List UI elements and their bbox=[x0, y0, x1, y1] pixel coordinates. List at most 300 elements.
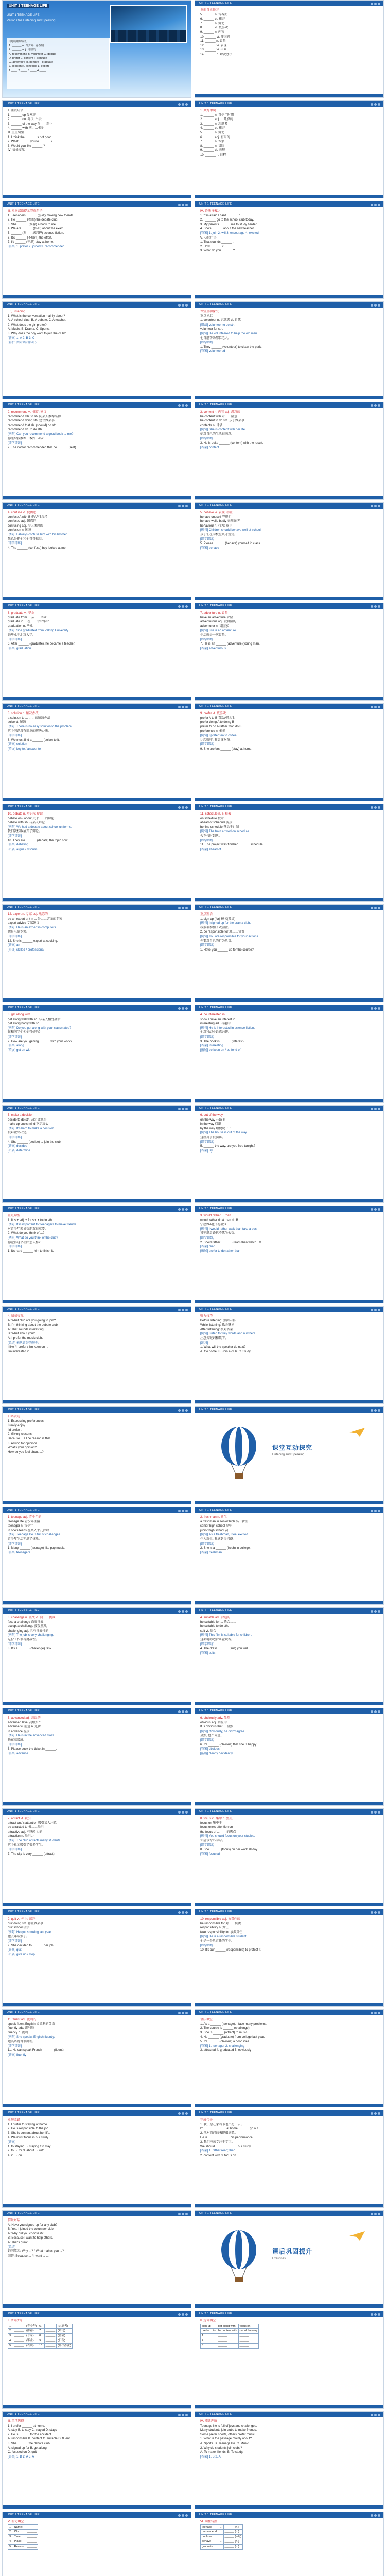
slide-thumbnail[interactable] bbox=[195, 2311, 384, 2409]
slide-line: [例句] She speaks English fluently. bbox=[8, 2036, 55, 2039]
slide-line: [例句] She is content with her life. bbox=[200, 428, 246, 432]
slide-line: 10. ______ vt. 使困惑 bbox=[200, 35, 230, 39]
slide-thumbnail[interactable] bbox=[2, 2512, 191, 2576]
slide-line: It is obvious that ... 显然…… bbox=[200, 1725, 239, 1729]
slide-header-bar bbox=[195, 1106, 383, 1111]
slide-heading: 语法填空 bbox=[200, 2018, 213, 2021]
dot-icon bbox=[374, 1007, 377, 1010]
header-dots bbox=[177, 1710, 188, 1716]
slide-line: ahead of schedule 提前 bbox=[200, 821, 233, 825]
slide-thumbnail[interactable] bbox=[2, 1105, 191, 1203]
table-row bbox=[201, 2333, 259, 2338]
slide-footer-bar bbox=[195, 496, 383, 499]
slide-footer-bar bbox=[3, 1400, 191, 1403]
slide-thumbnail[interactable] bbox=[2, 1607, 191, 1705]
slide-line: 3. Would you like ______ ? bbox=[8, 144, 45, 148]
slide-heading: 9. prefer vt. 更喜欢 bbox=[200, 712, 226, 715]
table-cell: ______ bbox=[217, 2343, 238, 2348]
slide-line: 4. ______ vt. 推荐 bbox=[200, 127, 225, 130]
slide-thumbnail[interactable] bbox=[195, 1005, 384, 1103]
slide-line: B: I'm thinking about the debate club. bbox=[8, 1324, 59, 1327]
slide-thumbnail[interactable] bbox=[195, 1708, 384, 1806]
dot-icon bbox=[374, 1610, 377, 1613]
slide-thumbnail[interactable] bbox=[195, 201, 384, 299]
slide-thumbnail[interactable] bbox=[195, 1808, 384, 1906]
unit-label: UNIT 1 TEENAGE LIFE bbox=[199, 1609, 232, 1612]
unit-label: UNIT 1 TEENAGE LIFE bbox=[7, 805, 40, 808]
slide-line: 3. She is content about her life. bbox=[8, 2131, 50, 2135]
dot-icon bbox=[378, 2213, 380, 2215]
slide-heading: 4. be interested in bbox=[200, 1013, 225, 1016]
slide-heading: Ⅴ. 听力填空 bbox=[8, 2520, 24, 2523]
dot-icon bbox=[185, 204, 188, 206]
slide-thumbnail[interactable] bbox=[2, 0, 191, 98]
slide-line: 2. What ______ you to ______ ? bbox=[8, 140, 53, 144]
slide-footer-bar bbox=[3, 496, 191, 499]
slide-footer-bar bbox=[3, 2204, 191, 2207]
dot-icon bbox=[178, 1610, 181, 1613]
dot-icon bbox=[374, 2313, 377, 2316]
dot-icon bbox=[185, 1409, 188, 1412]
slide-thumbnail[interactable] bbox=[2, 100, 191, 198]
slide-line: [即学即练] bbox=[8, 1136, 22, 1139]
slide-line: [即学即练] bbox=[8, 734, 22, 737]
unit-label: UNIT 1 TEENAGE LIFE bbox=[199, 2513, 232, 2516]
table-cell: 5. bbox=[8, 2544, 13, 2549]
slide-line: [即学即练] bbox=[8, 1245, 22, 1249]
slide-footer-bar bbox=[195, 94, 383, 97]
slide-thumbnail[interactable] bbox=[2, 1507, 191, 1605]
slide-thumbnail[interactable] bbox=[195, 0, 384, 98]
dot-icon bbox=[374, 2112, 377, 2115]
slide-thumbnail[interactable] bbox=[195, 804, 384, 902]
slide-line: [答案] ahead of bbox=[200, 848, 221, 851]
table-row bbox=[8, 2343, 73, 2348]
table-cell: ______ bbox=[217, 2338, 238, 2344]
header-dots bbox=[370, 1007, 380, 1012]
slide-line: [即学即练] bbox=[8, 2044, 22, 2048]
table-cell: ______ (n.) bbox=[223, 2539, 242, 2545]
slide-line: debate on / about 关于……的辩论 bbox=[8, 817, 55, 820]
slide-line: 他是一个负责任的学生。 bbox=[200, 1939, 235, 1943]
slide-heading: 重点句型 bbox=[8, 1214, 21, 1217]
slide-thumbnail[interactable] bbox=[2, 2411, 191, 2509]
slide-line: focus on 集中于 bbox=[200, 1821, 222, 1825]
slide-thumbnail[interactable] bbox=[195, 301, 384, 399]
slide-body bbox=[200, 2118, 378, 2202]
slide-header-bar bbox=[195, 1005, 383, 1011]
unit-label: UNIT 1 TEENAGE LIFE bbox=[199, 805, 232, 808]
slide-thumbnail[interactable] bbox=[195, 2411, 384, 2509]
slide-line: teenage life 青少年生活 bbox=[8, 1520, 40, 1523]
slide-line: confused adj. 困惑的 bbox=[8, 520, 37, 523]
slide-thumbnail[interactable] bbox=[195, 2512, 384, 2576]
slide-thumbnail[interactable] bbox=[2, 804, 191, 902]
slide-line: [例句] He is in the advanced class. bbox=[8, 1734, 55, 1738]
slide-line: 我宁愿走路也不愿坐公交。 bbox=[200, 1232, 238, 1235]
slide-heading: 3. get along with bbox=[8, 1013, 30, 1016]
slide-body bbox=[200, 1314, 378, 1399]
table-row bbox=[8, 2324, 73, 2329]
dot-icon bbox=[371, 304, 373, 307]
dot-icon bbox=[185, 2112, 188, 2115]
slide-line: 3. My parents ______ me to study harder. bbox=[200, 223, 258, 226]
slide-line: I'd ______ ______ at home ______ go out. bbox=[200, 2127, 259, 2131]
slide-line: responsibility n. 责任 bbox=[200, 1926, 229, 1930]
slide-header-bar bbox=[195, 2311, 383, 2317]
slide-line: 3. She is ______ (attract) to music. bbox=[200, 2031, 249, 2035]
dot-icon bbox=[374, 2213, 377, 2215]
table-cell: → bbox=[218, 2539, 224, 2545]
dot-icon bbox=[185, 505, 188, 507]
slide-header-bar bbox=[195, 804, 383, 810]
slide-footer-bar bbox=[195, 697, 383, 700]
slide-line: [答案] volunteered bbox=[200, 350, 225, 353]
slide-body bbox=[8, 310, 186, 394]
slide-line: 2. She'd rather ______ (read) than watch TV. bbox=[200, 1241, 262, 1244]
slide-line: accept a challenge 接受挑战 bbox=[8, 1625, 47, 1629]
slide-header-bar bbox=[3, 2010, 191, 2015]
slide-footer-bar bbox=[3, 597, 191, 600]
slide-body bbox=[8, 2319, 186, 2403]
slide-thumbnail[interactable] bbox=[2, 1808, 191, 1906]
slide-thumbnail[interactable] bbox=[195, 1909, 384, 2007]
dot-icon bbox=[371, 1510, 373, 1512]
slide-thumbnail[interactable] bbox=[195, 1306, 384, 1404]
unit-label: UNIT 1 TEENAGE LIFE bbox=[7, 705, 40, 708]
slide-thumbnail[interactable] bbox=[195, 1607, 384, 1705]
dot-icon bbox=[178, 1007, 181, 1010]
dot-icon bbox=[178, 1510, 181, 1512]
slide-body bbox=[200, 109, 378, 193]
slide-line: A: What club are you going to join? bbox=[8, 1319, 56, 1323]
dot-icon bbox=[378, 1710, 380, 1713]
unit-label: UNIT 1 TEENAGE LIFE bbox=[199, 705, 232, 708]
slide-thumbnail[interactable] bbox=[195, 1507, 384, 1605]
slide-thumbnail[interactable] bbox=[195, 100, 384, 198]
header-dots bbox=[370, 1710, 380, 1716]
dot-icon bbox=[185, 404, 188, 407]
slide-line: 9. She prefers ______ (stay) at home. bbox=[200, 747, 253, 751]
header-dots bbox=[370, 2313, 380, 2318]
unit-label: UNIT 1 TEENAGE LIFE bbox=[7, 1910, 40, 1913]
slide-line: attraction n. 吸引力 bbox=[8, 1835, 34, 1838]
unit-label: UNIT 1 TEENAGE LIFE bbox=[199, 2413, 232, 2416]
slide-body bbox=[8, 611, 186, 696]
slide-line: be content with 对……满意 bbox=[200, 415, 238, 418]
table-cell: ______ bbox=[44, 2329, 56, 2334]
dot-icon bbox=[374, 1911, 377, 1914]
slide-line: [答案] advance bbox=[8, 1752, 28, 1755]
slide-line: behave oneself 守规矩 bbox=[200, 515, 232, 519]
dot-icon bbox=[178, 204, 181, 206]
slide-line: I'm interested in ... bbox=[8, 1350, 33, 1353]
slide-line: [拓展] key to / answer to bbox=[8, 747, 41, 751]
dot-icon bbox=[371, 1710, 373, 1713]
table-cell: ______ bbox=[13, 2329, 25, 2334]
slide-line: 他在高级班。 bbox=[8, 1738, 27, 1742]
dot-icon bbox=[374, 1710, 377, 1713]
slide-line: [即学即练] bbox=[200, 1542, 215, 1546]
slide-thumbnail[interactable] bbox=[2, 2110, 191, 2208]
dot-icon bbox=[371, 204, 373, 206]
slide-line: [即学即练] bbox=[200, 944, 215, 947]
slide-line: [即学即练] bbox=[8, 834, 22, 838]
unit-label: UNIT 1 TEENAGE LIFE bbox=[199, 2, 232, 5]
slide-line: [例句] I always confuse him with his brother. bbox=[8, 533, 68, 536]
dot-icon bbox=[378, 605, 380, 608]
table-cell: ______ bbox=[217, 2333, 238, 2338]
slide-body bbox=[8, 2218, 186, 2303]
slide-thumbnail[interactable] bbox=[2, 502, 191, 600]
slide-line: in advance 提前 bbox=[8, 1730, 30, 1733]
slide-thumbnail[interactable] bbox=[195, 703, 384, 801]
slide-body bbox=[200, 1214, 378, 1298]
slide-thumbnail[interactable] bbox=[195, 1206, 384, 1303]
unit-label: UNIT 1 TEENAGE LIFE bbox=[199, 102, 232, 105]
slide-body bbox=[200, 1716, 378, 1801]
slide-line: 他去年戒烟了。 bbox=[8, 1935, 30, 1939]
unit-label: UNIT 1 TEENAGE LIFE bbox=[7, 2413, 40, 2416]
slide-thumbnail[interactable] bbox=[195, 402, 384, 500]
dot-icon bbox=[185, 2012, 188, 2014]
slide-line: [即学即练] bbox=[8, 638, 22, 641]
table-cell: (表现) bbox=[25, 2343, 38, 2348]
slide-heading: 重点短语 bbox=[200, 913, 213, 916]
table-cell: ______ bbox=[26, 2524, 38, 2530]
slide-header-bar bbox=[195, 1407, 383, 1413]
slide-line: [总结] bbox=[8, 2245, 16, 2249]
slide-line: A: That's great! bbox=[8, 2241, 29, 2244]
cover-line: 2. ______ adj. 可信的 bbox=[9, 48, 36, 52]
slide-thumbnail[interactable] bbox=[2, 603, 191, 701]
slide-thumbnail[interactable] bbox=[2, 2210, 191, 2308]
dot-icon bbox=[182, 304, 184, 307]
slide-header-bar bbox=[195, 1809, 383, 1815]
slide-thumbnail[interactable] bbox=[195, 502, 384, 600]
dot-icon bbox=[374, 1208, 377, 1211]
slide-thumbnail[interactable] bbox=[2, 904, 191, 1002]
slide-line: 1. Expressing preferences bbox=[8, 1419, 44, 1423]
slide-line: attractive adj. 有吸引力的 bbox=[8, 1830, 43, 1834]
slide-line: 1. volunteer n. 志愿者 vi. 自愿 bbox=[200, 319, 241, 323]
slide-line: [即学即练] bbox=[200, 1944, 215, 1947]
slide-footer-bar bbox=[195, 1099, 383, 1102]
slide-body bbox=[200, 2018, 378, 2102]
slide-header-bar bbox=[3, 503, 191, 509]
slide-line: 你能给我推荐一本好书吗? bbox=[8, 437, 44, 440]
header-dots bbox=[177, 1107, 188, 1113]
unit-label: UNIT 1 TEENAGE LIFE bbox=[199, 2111, 232, 2114]
slide-thumbnail[interactable] bbox=[195, 2210, 384, 2308]
slide-line: graduate from ... 从……毕业 bbox=[8, 616, 47, 619]
slide-line: 1. What is the passage mainly about? bbox=[200, 2437, 252, 2441]
slide-thumbnail[interactable] bbox=[2, 301, 191, 399]
slide-line: 1. "I'm afraid I can't ______ ." bbox=[200, 214, 240, 217]
slide-heading: Ⅰ. 单词拼写 bbox=[8, 2319, 23, 2323]
slide-line: [答案] read bbox=[200, 1245, 216, 1249]
slide-line: [即学即练] bbox=[200, 1140, 215, 1144]
slide-line: Ⅴ. 交际用语 bbox=[200, 236, 217, 240]
unit-label: UNIT 1 TEENAGE LIFE bbox=[199, 403, 232, 406]
header-dots bbox=[370, 906, 380, 912]
word-grid-row: 1.____ 2.____ 3.____ 4.____ bbox=[9, 69, 46, 72]
slide-header-bar bbox=[3, 2412, 191, 2417]
header-dots bbox=[177, 2413, 188, 2419]
slide-thumbnail[interactable] bbox=[2, 1909, 191, 2007]
slide-header-bar bbox=[3, 1106, 191, 1111]
slide-line: focus one's attention on bbox=[200, 1826, 233, 1829]
table-row bbox=[201, 2539, 243, 2545]
table-cell: 3. bbox=[201, 2343, 217, 2348]
slide-line: [例句] He volunteered to help the old man. bbox=[200, 332, 258, 335]
slide-body bbox=[200, 2419, 378, 2504]
slide-thumbnail[interactable] bbox=[2, 1708, 191, 1806]
slide-line: 7. The city is very ______ (attract). bbox=[8, 1852, 56, 1856]
slide-thumbnail[interactable] bbox=[2, 402, 191, 500]
header-dots bbox=[177, 806, 188, 811]
table-cell: 5. bbox=[8, 2343, 13, 2348]
slide-line: [即学即练] bbox=[200, 1843, 215, 1847]
slide-line: 作为新生, 我感到很兴奋。 bbox=[200, 1537, 236, 1541]
table-cell: (青少年) bbox=[25, 2324, 38, 2329]
slide-line: 1. It is + adj. + for sb. + to do sth. bbox=[8, 1218, 53, 1222]
table-cell: ______ bbox=[238, 2338, 258, 2344]
slide-thumbnail[interactable] bbox=[2, 1306, 191, 1404]
slide-line: behind schedule 落后于计划 bbox=[200, 825, 239, 829]
unit-label: UNIT 1 TEENAGE LIFE bbox=[199, 1207, 232, 1210]
slide-line: 4. The dress ______ (suit) you well. bbox=[200, 1647, 249, 1651]
slide-footer-bar bbox=[3, 2405, 191, 2408]
slide-header-bar bbox=[195, 302, 383, 308]
slide-line: [拓展] give up / stop bbox=[8, 1953, 35, 1956]
header-dots bbox=[370, 806, 380, 811]
slide-line: [例句] What do you think of the club? bbox=[8, 1236, 58, 1240]
slide-line: [答案] interesting bbox=[200, 1044, 223, 1048]
dot-icon bbox=[178, 806, 181, 809]
dot-icon bbox=[378, 1911, 380, 1914]
table-cell: Reason: bbox=[13, 2544, 26, 2549]
dot-icon bbox=[182, 2414, 184, 2416]
unit-label: UNIT 1 TEENAGE LIFE bbox=[199, 1910, 232, 1913]
header-dots bbox=[370, 303, 380, 309]
slide-line: 4. She's ______ about the new teacher. bbox=[200, 227, 255, 231]
slide-heading: 6. out of the way bbox=[200, 1114, 223, 1117]
slide-thumbnail[interactable] bbox=[195, 1105, 384, 1203]
slide-line: advanced level 高级水平 bbox=[8, 1721, 42, 1724]
slide-line: 14. ______ n. 解决办法 bbox=[200, 53, 233, 56]
slide-line: 孩子们在学校应该守规矩。 bbox=[200, 533, 238, 536]
slide-line: [即学即练] bbox=[8, 1035, 22, 1039]
slide-thumbnail[interactable] bbox=[2, 1406, 191, 1504]
dot-icon bbox=[185, 304, 188, 307]
slide-footer-bar bbox=[3, 798, 191, 801]
unit-label: UNIT 1 TEENAGE LIFE bbox=[7, 1509, 40, 1512]
slide-header-bar bbox=[3, 1909, 191, 1915]
dot-icon bbox=[371, 2414, 373, 2416]
slide-thumbnail[interactable] bbox=[2, 1005, 191, 1103]
slide-line: I really enjoy ... bbox=[8, 1424, 29, 1428]
slide-thumbnail[interactable] bbox=[2, 703, 191, 801]
slide-line: 你觉得这个社团怎么样? bbox=[8, 1241, 41, 1244]
slide-line: 11. ______ n. 冒险 bbox=[200, 40, 226, 43]
slide-line: debate with sb. 与某人辩论 bbox=[8, 821, 45, 825]
slide-line: [例句] He quit smoking last year. bbox=[8, 1930, 52, 1934]
slide-line: 4. The ______ (confuse) boy looked at me. bbox=[8, 546, 67, 550]
dot-icon bbox=[178, 907, 181, 909]
slide-line: A. responsible B. content C. suitable D. fluent bbox=[8, 2437, 70, 2441]
slide-line: 6. It's ______ (不值得) the effort. bbox=[8, 236, 52, 240]
table-cell: ______ bbox=[26, 2534, 38, 2539]
slide-footer-bar bbox=[3, 697, 191, 700]
slide-line: B: What about you? bbox=[8, 1332, 35, 1336]
slide-body bbox=[200, 611, 378, 696]
slide-thumbnail[interactable] bbox=[2, 2009, 191, 2107]
slide-thumbnail[interactable] bbox=[195, 2009, 384, 2107]
slide-line: Many students join clubs to make friends. bbox=[200, 2429, 257, 2432]
slide-line: 5. ______ n. 青春期 bbox=[200, 13, 228, 16]
slide-line: 7. ______ n. 专家 bbox=[200, 140, 225, 144]
slide-header-bar bbox=[195, 2512, 383, 2518]
unit-label: UNIT 1 TEENAGE LIFE bbox=[7, 1207, 40, 1210]
table-cell: (专家) bbox=[25, 2333, 38, 2338]
slide-thumbnail[interactable] bbox=[2, 201, 191, 299]
header-dots bbox=[370, 2413, 380, 2419]
slide-thumbnail[interactable] bbox=[195, 1406, 384, 1504]
slide-thumbnail[interactable] bbox=[2, 2311, 191, 2409]
slide-line: [例句] The house is out of the way. bbox=[200, 1131, 248, 1135]
slide-line: 2. He ______ (参加) the debate club. bbox=[8, 218, 59, 222]
slide-thumbnail[interactable] bbox=[2, 1206, 191, 1303]
slide-line: solve vt. 解决 bbox=[8, 721, 26, 724]
slide-line: 2. I ______ go to the school club today. bbox=[200, 218, 254, 222]
slide-line: [答案] debating bbox=[8, 843, 29, 847]
dot-icon bbox=[378, 404, 380, 407]
word-grid-row: G. adventure H. behave I. graduate bbox=[9, 61, 54, 64]
slide-line: 2. be responsible for 对……负责 bbox=[200, 930, 245, 934]
slide-line: [即学即练] bbox=[200, 1035, 215, 1039]
slide-line: be content to do sth. 乐于做某事 bbox=[200, 419, 245, 423]
slide-thumbnail[interactable] bbox=[195, 603, 384, 701]
slide-line: [答案] focused bbox=[200, 1852, 220, 1856]
slide-line: After listening: 核对答案 bbox=[200, 1328, 233, 1331]
slide-thumbnail[interactable] bbox=[195, 904, 384, 1002]
table-row bbox=[201, 2338, 259, 2344]
table-cell: ______ bbox=[13, 2333, 25, 2338]
slide-line: 我们就校服展开了辩论。 bbox=[8, 830, 42, 834]
header-dots bbox=[370, 1911, 380, 1917]
slide-line: fluently adv. 流利地 bbox=[8, 2027, 34, 2030]
slide-line: 1. What will the speaker do next? bbox=[200, 1346, 246, 1349]
slide-footer-bar bbox=[3, 2505, 191, 2509]
dot-icon bbox=[371, 3, 373, 5]
slide-line: 1. It's hard ______ him to finish it. bbox=[8, 1249, 54, 1253]
slide-line: A. Music. B. Drama. C. Sports. bbox=[8, 328, 50, 331]
slide-body bbox=[8, 1013, 186, 1097]
slide-line: [即学即练] bbox=[8, 935, 22, 938]
slide-line: make up one's mind 下定决心 bbox=[8, 1123, 49, 1126]
dot-icon bbox=[378, 204, 380, 206]
slide-body bbox=[200, 2520, 378, 2576]
header-dots bbox=[370, 103, 380, 108]
slide-header-bar bbox=[3, 101, 191, 107]
slide-header-bar bbox=[195, 503, 383, 509]
slide-footer-bar bbox=[3, 195, 191, 198]
unit-label: UNIT 1 TEENAGE LIFE bbox=[199, 2212, 232, 2215]
slide-thumbnail[interactable] bbox=[195, 2110, 384, 2208]
slide-line: I'd prefer ... bbox=[8, 1428, 24, 1432]
slide-line: 4. We must focus in our study. bbox=[8, 2136, 49, 2140]
